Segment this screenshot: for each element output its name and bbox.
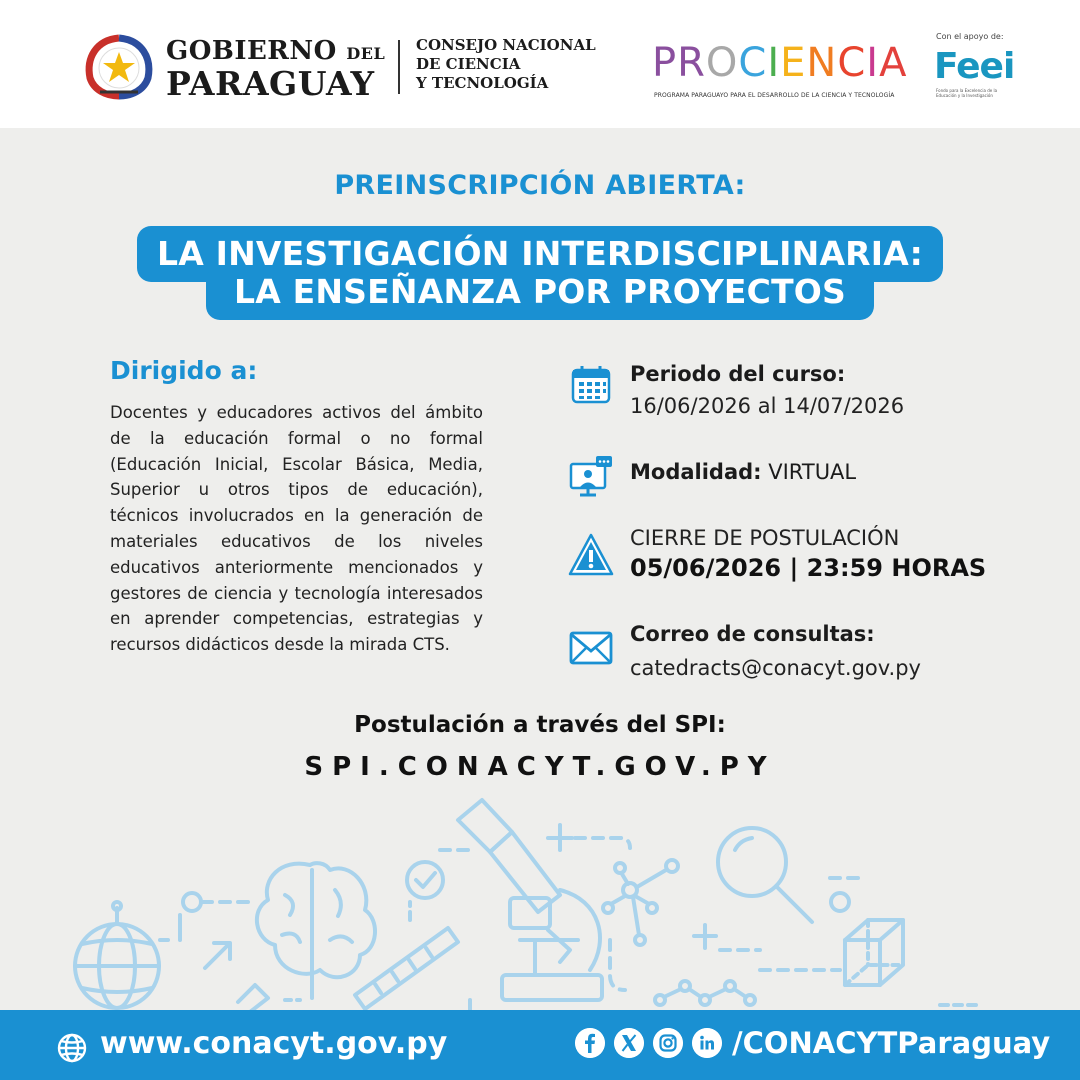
prociencia-letter: C: [837, 40, 867, 86]
dirigido-heading: Dirigido a:: [110, 356, 258, 385]
periodo-value: 16/06/2026 al 14/07/2026: [630, 394, 905, 418]
science-illustration: [0, 790, 1080, 1012]
modalidad-label: Modalidad: VIRTUAL: [630, 460, 857, 484]
dirigido-text: Docentes y educadores activos del ámbito de la educación formal o no formal (Educación Inicial, Escolar Básica, Media, Superior u otros tipos de educación), técnicos involucrados en la generación de materiales educativos de los niveles educativos anteriormente mencionados y gestores de ciencia y tecnología interesados en aprender competencias, estrategias y recursos didácticos desde la mirada CTS.: [110, 403, 483, 655]
feei-subtitle: Fondo para la Excelencia de la Educación y la Investigación: [936, 88, 998, 98]
feei-logo: [934, 32, 1024, 102]
globe-icon: [56, 1032, 88, 1064]
footer-bar: [0, 1010, 1080, 1080]
prociencia-letter: P: [652, 40, 678, 86]
brain-drawing-icon: [257, 863, 375, 998]
gov-name-line2: PARAGUAY: [166, 64, 375, 103]
prociencia-letter: I: [866, 40, 880, 86]
correo-value[interactable]: catedracts@conacyt.gov.py: [630, 656, 921, 680]
header-divider: [398, 40, 400, 94]
prociencia-letter: N: [806, 40, 838, 86]
molecule-drawing-icon: [603, 860, 678, 945]
prociencia-letter: O: [705, 40, 739, 86]
modalidad-value: VIRTUAL: [761, 460, 857, 484]
virtual-class-icon: [568, 454, 614, 500]
correo-label: Correo de consultas:: [630, 622, 875, 646]
calendar-icon: [568, 362, 614, 408]
email-icon: [568, 626, 614, 672]
paraguay-seal-icon: [82, 34, 156, 100]
gobierno-paraguay-logo: [82, 30, 386, 104]
warning-icon: [568, 532, 614, 578]
prociencia-wordmark: [652, 40, 907, 86]
prociencia-letter: C: [738, 40, 768, 86]
prociencia-letter: R: [677, 40, 706, 86]
periodo-label: Periodo del curso:: [630, 362, 846, 386]
gov-name-line1: GOBIERNO DEL: [166, 36, 386, 66]
prociencia-letter: I: [767, 40, 781, 86]
conacyt-name: CONSEJO NACIONAL DE CIENCIA Y TECNOLOGÍA: [416, 36, 596, 92]
magnifier-drawing-icon: [718, 828, 812, 922]
banner-line-1: LA INVESTIGACIÓN INTERDISCIPLINARIA:: [156, 234, 924, 273]
linkedin-icon[interactable]: [692, 1028, 722, 1058]
feei-support-text: Con el apoyo de:: [936, 32, 1004, 41]
instagram-icon[interactable]: [653, 1028, 683, 1058]
x-icon[interactable]: [614, 1028, 644, 1058]
social-handle[interactable]: /CONACYTParaguay: [732, 1026, 1051, 1060]
prociencia-letter: E: [780, 40, 807, 86]
prociencia-letter: A: [879, 40, 908, 86]
banner-line-2: LA ENSEÑANZA POR PROYECTOS: [233, 272, 847, 311]
microscope-drawing-icon: [458, 800, 602, 1012]
prociencia-logo: [652, 40, 908, 102]
postulacion-heading: Postulación a través del SPI:: [354, 712, 726, 738]
cierre-value: 05/06/2026 | 23:59 HORAS: [630, 554, 987, 582]
header-bar: [0, 0, 1080, 128]
website-link[interactable]: www.conacyt.gov.py: [100, 1026, 448, 1061]
facebook-icon[interactable]: [575, 1028, 605, 1058]
feei-wordmark: Feei: [934, 46, 1015, 87]
cierre-label: CIERRE DE POSTULACIÓN: [630, 526, 900, 550]
cube-drawing-icon: [845, 920, 903, 985]
spi-url-link[interactable]: SPI.CONACYT.GOV.PY: [304, 752, 776, 782]
prociencia-subtitle: PROGRAMA PARAGUAYO PARA EL DESARROLLO DE LA CIENCIA Y TECNOLOGÍA: [654, 92, 895, 99]
globe-drawing-icon: [75, 902, 159, 1008]
page-title: PREINSCRIPCIÓN ABIERTA:: [334, 170, 746, 201]
ruler-drawing-icon: [355, 928, 458, 1009]
